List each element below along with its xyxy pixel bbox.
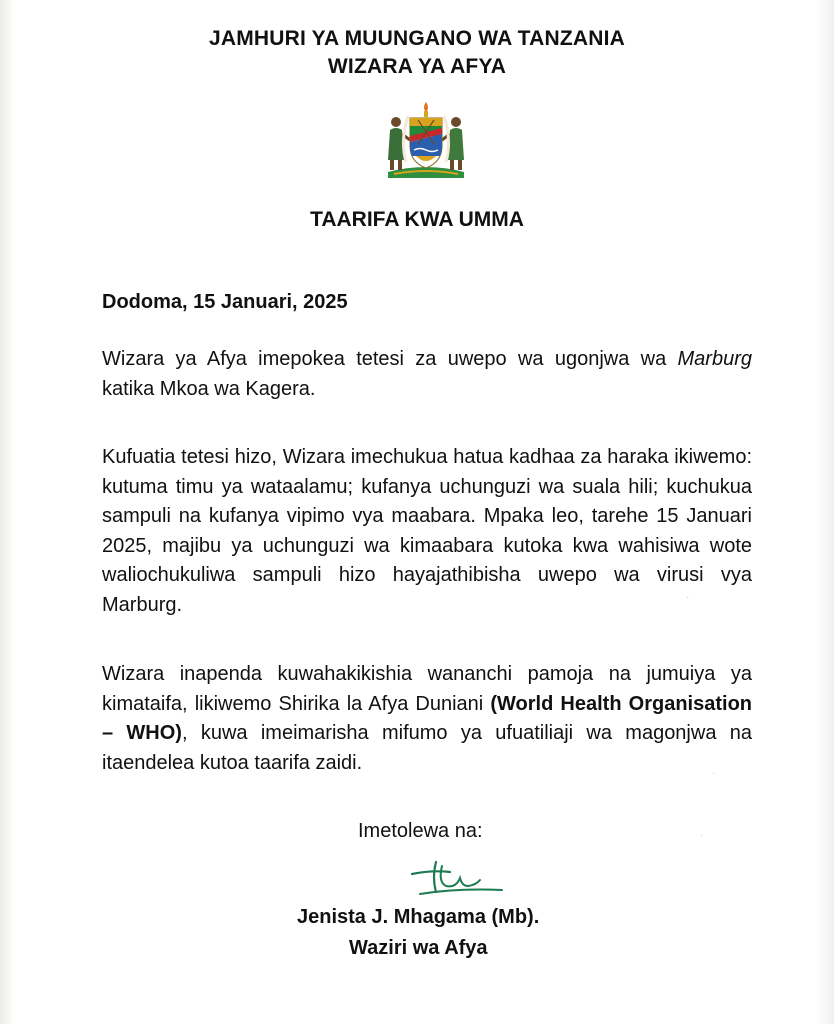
handwritten-signature-icon [402, 852, 512, 902]
signatory-title: Waziri wa Afya [349, 937, 488, 959]
issued-by-label: Imetolewa na: [358, 820, 483, 842]
paragraph-3-text: Wizara inapenda kuwahakikishia wananchi pamoja na jumuiya ya kimataifa, likiwemo Shirika la Afya Duniani [102, 663, 752, 715]
tanzania-coat-of-arms-icon [376, 100, 476, 180]
paper-speck: · [686, 592, 690, 603]
paragraph-3-bold: (World Health Organisation – WHO) [102, 692, 752, 744]
paragraph-1-text-end: katika Mkoa wa Kagera. [102, 377, 316, 400]
paragraph-1 [102, 345, 752, 404]
paragraph-2: Kufuatia tetesi hizo, Wizara imechukua hatua kadhaa za haraka ikiwemo: kutuma timu ya wataalamu; kufanya uchunguzi wa suala hili; kuchukua sampuli na kufanya vipimo vya maabara. Mpaka leo, tarehe 15 Januari 2025, majibu ya uchunguzi wa kimaabara kutoka kwa wahisiwa wote waliochukuliwa sampuli hizo hayajathibisha uwepo wa virusi vya Marburg. [102, 446, 752, 616]
paragraph-1-italic: Marburg [677, 348, 752, 370]
ministry-heading: WIZARA YA AFYA [327, 55, 507, 78]
paragraph-1-text: Wizara ya Afya imepokea tetesi za uwepo wa ugonjwa wa [102, 348, 678, 370]
republic-heading: JAMHURI YA MUUNGANO WA TANZANIA [208, 27, 626, 50]
paragraph-3-text-end: , kuwa imeimarisha mifumo ya ufuatiliaji wa magonjwa na itaendelea kutoa taarifa zaidi. [102, 722, 753, 774]
paper-speck: · [712, 768, 716, 779]
signatory-name: Jenista J. Mhagama (Mb). [297, 906, 540, 928]
place-and-date: Dodoma, 15 Januari, 2025 [102, 291, 348, 313]
paragraph-3 [102, 660, 752, 778]
paper-speck: · [700, 830, 704, 841]
notice-title: TAARIFA KWA UMMA [310, 208, 524, 231]
